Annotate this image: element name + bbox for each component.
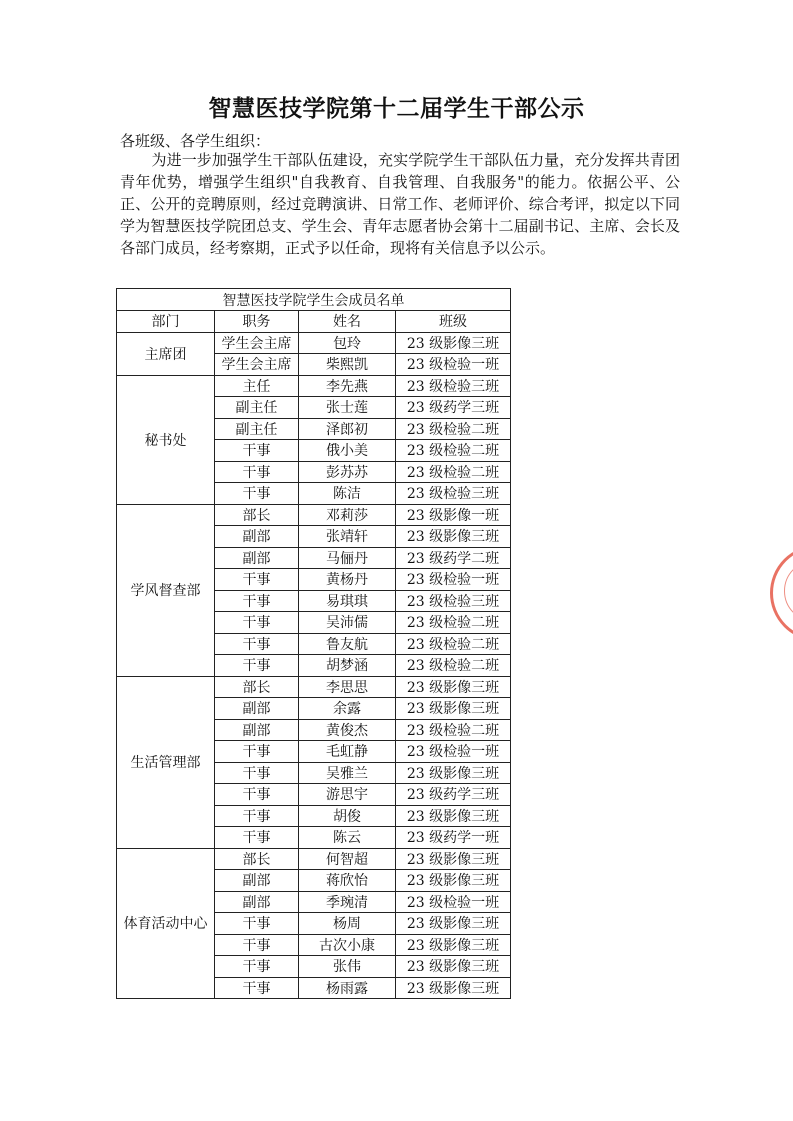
- class-cell: 23 级检验一班: [396, 354, 511, 376]
- class-cell: 23 级检验二班: [396, 612, 511, 634]
- class-cell: 23 级检验二班: [396, 418, 511, 440]
- header-name: 姓名: [299, 311, 396, 333]
- member-roster-table: [116, 288, 511, 999]
- class-cell: 23 级检验三班: [396, 375, 511, 397]
- class-cell: 23 级检验二班: [396, 440, 511, 462]
- department-cell: 体育活动中心: [117, 848, 215, 999]
- position-cell: 干事: [215, 461, 299, 483]
- position-cell: 干事: [215, 440, 299, 462]
- name-cell: 包玲: [299, 332, 396, 354]
- name-cell: 古次小康: [299, 934, 396, 956]
- position-cell: 学生会主席: [215, 332, 299, 354]
- table-row: [117, 848, 511, 870]
- page-title: 智慧医技学院第十二届学生干部公示: [208, 95, 585, 122]
- position-cell: 部长: [215, 504, 299, 526]
- name-cell: 胡梦涵: [299, 655, 396, 677]
- position-cell: 部长: [215, 848, 299, 870]
- name-cell: 陈云: [299, 827, 396, 849]
- position-cell: 干事: [215, 827, 299, 849]
- position-cell: 干事: [215, 590, 299, 612]
- position-cell: 干事: [215, 762, 299, 784]
- name-cell: 鲁友航: [299, 633, 396, 655]
- class-cell: 23 级影像三班: [396, 676, 511, 698]
- class-cell: 23 级影像三班: [396, 805, 511, 827]
- name-cell: 俄小美: [299, 440, 396, 462]
- position-cell: 干事: [215, 956, 299, 978]
- class-cell: 23 级影像一班: [396, 504, 511, 526]
- name-cell: 泽郎初: [299, 418, 396, 440]
- position-cell: 主任: [215, 375, 299, 397]
- department-cell: 秘书处: [117, 375, 215, 504]
- name-cell: 张伟: [299, 956, 396, 978]
- department-cell: 生活管理部: [117, 676, 215, 848]
- name-cell: 毛虹静: [299, 741, 396, 763]
- position-cell: 副主任: [215, 418, 299, 440]
- name-cell: 余露: [299, 698, 396, 720]
- position-cell: 干事: [215, 741, 299, 763]
- position-cell: 干事: [215, 612, 299, 634]
- position-cell: 干事: [215, 913, 299, 935]
- name-cell: 吴沛儒: [299, 612, 396, 634]
- class-cell: 23 级检验二班: [396, 719, 511, 741]
- name-cell: 彭苏苏: [299, 461, 396, 483]
- class-cell: 23 级影像三班: [396, 848, 511, 870]
- name-cell: 游思宇: [299, 784, 396, 806]
- table-row: [117, 332, 511, 354]
- name-cell: 李先燕: [299, 375, 396, 397]
- class-cell: 23 级检验二班: [396, 655, 511, 677]
- name-cell: 黄俊杰: [299, 719, 396, 741]
- name-cell: 蒋欣怡: [299, 870, 396, 892]
- name-cell: 黄杨丹: [299, 569, 396, 591]
- department-cell: 主席团: [117, 332, 215, 375]
- class-cell: 23 级影像三班: [396, 913, 511, 935]
- position-cell: 副部: [215, 698, 299, 720]
- name-cell: 杨雨露: [299, 977, 396, 999]
- class-cell: 23 级影像三班: [396, 698, 511, 720]
- class-cell: 23 级检验三班: [396, 483, 511, 505]
- position-cell: 干事: [215, 569, 299, 591]
- position-cell: 干事: [215, 655, 299, 677]
- class-cell: 23 级影像三班: [396, 870, 511, 892]
- class-cell: 23 级影像三班: [396, 332, 511, 354]
- position-cell: 副部: [215, 526, 299, 548]
- name-cell: 邓莉莎: [299, 504, 396, 526]
- position-cell: 干事: [215, 483, 299, 505]
- class-cell: 23 级影像三班: [396, 977, 511, 999]
- class-cell: 23 级药学三班: [396, 397, 511, 419]
- department-cell: 学风督查部: [117, 504, 215, 676]
- position-cell: 副主任: [215, 397, 299, 419]
- name-cell: 季琬清: [299, 891, 396, 913]
- class-cell: 23 级检验一班: [396, 741, 511, 763]
- name-cell: 易琪琪: [299, 590, 396, 612]
- announcement-body: 为进一步加强学生干部队伍建设，充实学院学生干部队伍力量，充分发挥共青团青年优势，增强学生组织"自我教育、自我管理、自我服务"的能力。依据公平、公正、公开的竞聘原则，经过竞聘演讲、日常工作、老师评价、综合考评，拟定以下同学为智慧医技学院团总支、学生会、青年志愿者协会第十二届副书记、主席、会长及各部门成员，经考察期，正式予以任命，现将有关信息予以公示。: [120, 151, 680, 257]
- header-class: 班级: [396, 311, 511, 333]
- name-cell: 吴雅兰: [299, 762, 396, 784]
- name-cell: 张靖轩: [299, 526, 396, 548]
- class-cell: 23 级影像三班: [396, 956, 511, 978]
- class-cell: 23 级检验一班: [396, 569, 511, 591]
- name-cell: 李思思: [299, 676, 396, 698]
- position-cell: 副部: [215, 547, 299, 569]
- position-cell: 干事: [215, 934, 299, 956]
- header-department: 部门: [117, 311, 215, 333]
- position-cell: 干事: [215, 805, 299, 827]
- class-cell: 23 级药学二班: [396, 547, 511, 569]
- position-cell: 干事: [215, 977, 299, 999]
- class-cell: 23 级检验二班: [396, 633, 511, 655]
- header-position: 职务: [215, 311, 299, 333]
- class-cell: 23 级影像三班: [396, 934, 511, 956]
- position-cell: 学生会主席: [215, 354, 299, 376]
- header-row: [117, 311, 511, 333]
- position-cell: 干事: [215, 633, 299, 655]
- roster-body: [117, 332, 511, 999]
- name-cell: 胡俊: [299, 805, 396, 827]
- greeting-line: 各班级、各学生组织：: [120, 132, 271, 150]
- class-cell: 23 级检验二班: [396, 461, 511, 483]
- name-cell: 马俪丹: [299, 547, 396, 569]
- class-cell: 23 级影像三班: [396, 762, 511, 784]
- name-cell: 杨周: [299, 913, 396, 935]
- position-cell: 副部: [215, 719, 299, 741]
- position-cell: 干事: [215, 784, 299, 806]
- name-cell: 柴熙凯: [299, 354, 396, 376]
- table-caption: 智慧医技学院学生会成员名单: [117, 289, 511, 311]
- position-cell: 副部: [215, 870, 299, 892]
- position-cell: 副部: [215, 891, 299, 913]
- name-cell: 陈洁: [299, 483, 396, 505]
- name-cell: 何智超: [299, 848, 396, 870]
- class-cell: 23 级检验一班: [396, 891, 511, 913]
- table-row: [117, 375, 511, 397]
- class-cell: 23 级药学一班: [396, 827, 511, 849]
- class-cell: 23 级检验三班: [396, 590, 511, 612]
- table-row: [117, 504, 511, 526]
- name-cell: 张士莲: [299, 397, 396, 419]
- position-cell: 部长: [215, 676, 299, 698]
- class-cell: 23 级影像三班: [396, 526, 511, 548]
- class-cell: 23 级药学三班: [396, 784, 511, 806]
- table-row: [117, 676, 511, 698]
